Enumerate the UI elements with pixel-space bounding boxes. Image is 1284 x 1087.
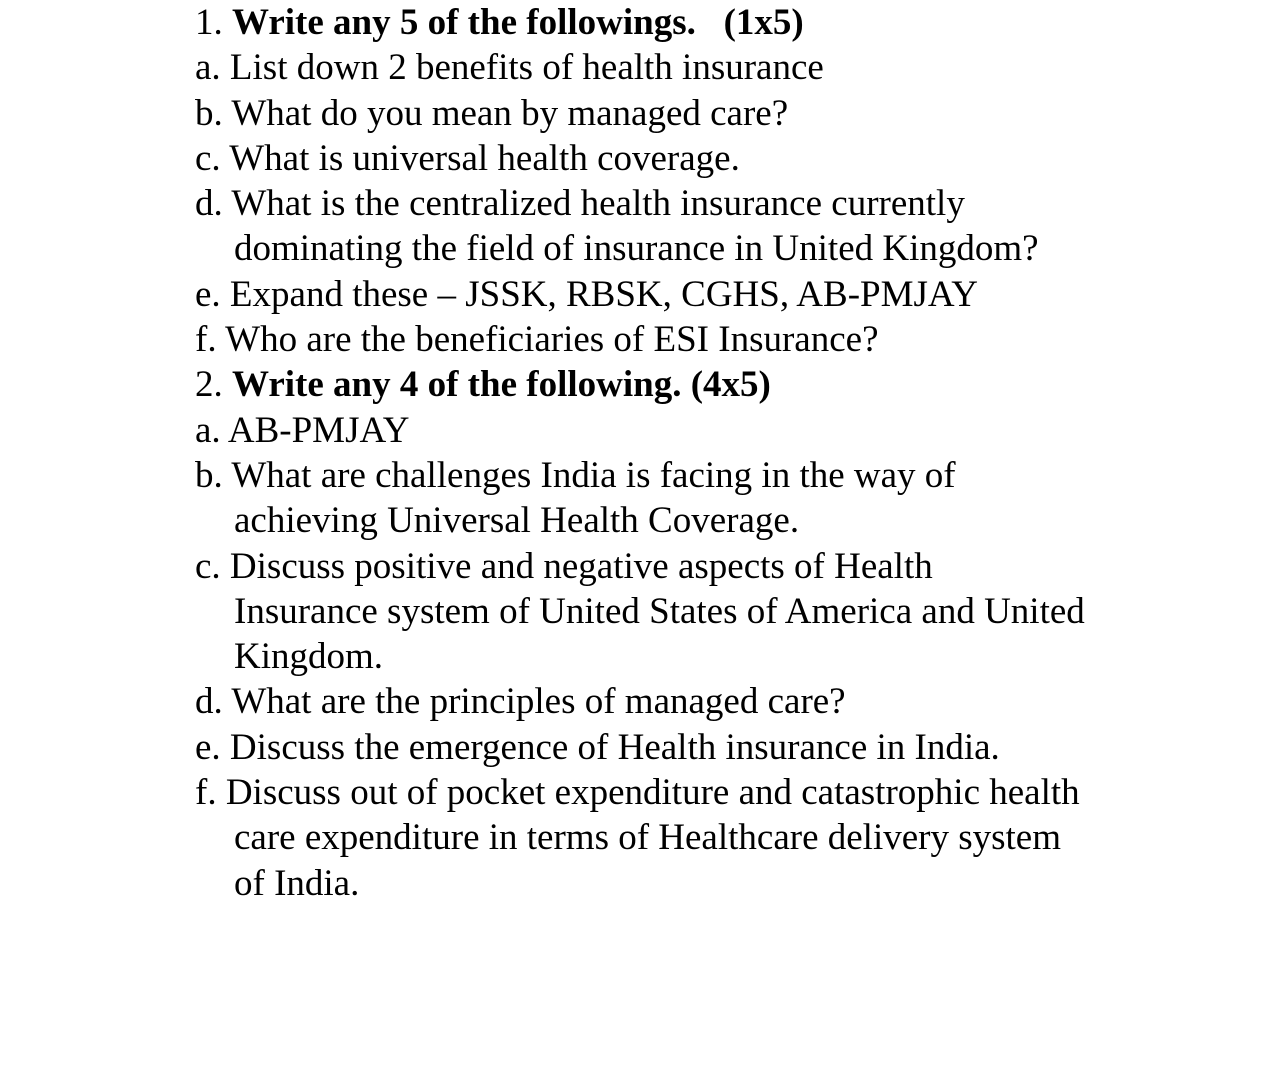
question-2d: d. What are the principles of managed care? [195,681,846,723]
section-heading: Write any 4 of the following. [232,364,682,406]
section-marks: (1x5) [723,2,804,43]
question-paper [195,0,1255,906]
question-1e: e. Expand these – JSSK, RBSK, CGHS, AB-PMJAY [195,273,978,315]
section-heading: Write any 5 of the followings. [232,2,696,43]
question-2e: e. Discuss the emergence of Health insurance in India. [195,726,1000,768]
question-2f: f. Discuss out of pocket expenditure and catastrophic health [195,772,1080,814]
question-1d-continuation: dominating the field of insurance in United Kingdom? [234,228,1039,270]
section-2-header [195,362,1255,407]
question-1d: d. What is the centralized health insurance currently [195,183,965,225]
question-2b-continuation: achieving Universal Health Coverage. [234,500,800,542]
question-2f-continuation: care expenditure in terms of Healthcare delivery system [234,817,1062,859]
question-2b: b. What are challenges India is facing in the way of [195,454,956,496]
section-marks: (4x5) [690,364,771,406]
section-1-header [195,0,1255,45]
question-2a: a. AB-PMJAY [195,409,410,451]
question-2c-continuation: Insurance system of United States of America and United [234,590,1085,632]
question-1b: b. What do you mean by managed care? [195,92,789,134]
section-number: 2. [195,364,223,406]
question-1c: c. What is universal health coverage. [195,137,740,179]
question-1f: f. Who are the beneficiaries of ESI Insurance? [195,319,879,361]
section-number: 1. [195,2,223,43]
question-1a: a. List down 2 benefits of health insurance [195,47,824,89]
question-2c: c. Discuss positive and negative aspects of Health [195,545,933,587]
question-2c-continuation: Kingdom. [234,636,384,678]
question-2f-continuation: of India. [234,862,360,904]
